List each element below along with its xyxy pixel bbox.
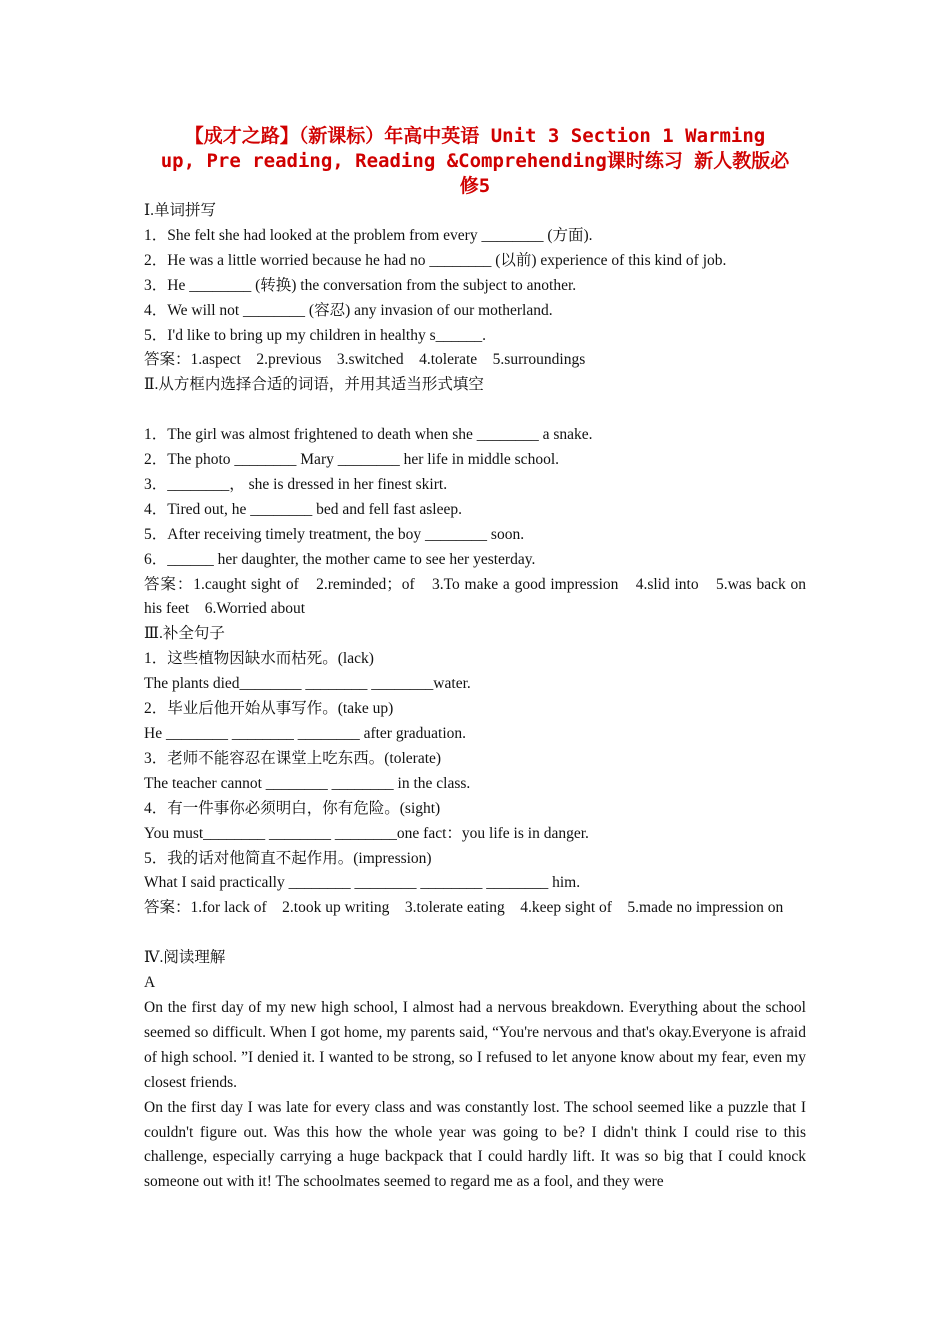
title-line-1: 【成才之路】（新课标）年高中英语 Unit 3 Section 1 Warming bbox=[184, 125, 766, 147]
question-item: 1．She felt she had looked at the problem from every ________ (方面). bbox=[144, 226, 593, 244]
question-item: 4．Tired out, he ________ bed and fell fast asleep. bbox=[144, 500, 462, 518]
section-heading: Ⅰ.单词拼写 bbox=[144, 202, 216, 219]
prompt-line: 2．毕业后他开始从事写作。(take up) bbox=[144, 700, 394, 718]
section-4 bbox=[144, 946, 806, 1195]
sentence-line: He ________ ________ ________ after graduation. bbox=[144, 725, 466, 743]
section-2 bbox=[144, 373, 806, 622]
prompt-line: 1．这些植物因缺水而枯死。(lack) bbox=[144, 650, 374, 668]
section-heading: Ⅲ.补全句子 bbox=[144, 625, 225, 643]
document-page bbox=[144, 124, 806, 1195]
question-item: 3．He ________ (转换) the conversation from the subject to another. bbox=[144, 276, 577, 294]
prompt-line: 5．我的话对他简直不起作用。(impression) bbox=[144, 849, 432, 867]
title-line-2: up, Pre reading, Reading &Comprehending课时练习 新人教版必 bbox=[160, 150, 790, 172]
section-1 bbox=[144, 199, 806, 373]
section-3 bbox=[144, 622, 806, 921]
answer-key: 答案：1.for lack of 2.took up writing 3.tolerate eating 4.keep sight of 5.made no impression on bbox=[144, 899, 784, 917]
spacer bbox=[144, 921, 806, 946]
question-item: 2．He was a little worried because he had no ________ (以前) experience of this kind of job. bbox=[144, 251, 727, 269]
question-item: 4．We will not ________ (容忍) any invasion of our motherland. bbox=[144, 301, 553, 319]
prompt-line: 4．有一件事你必须明白，你有危险。(sight) bbox=[144, 799, 441, 817]
sentence-line: What I said practically ________ ________ ________ ________ him. bbox=[144, 874, 581, 892]
question-item: 6．______ her daughter, the mother came to see her yesterday. bbox=[144, 550, 536, 568]
passage-paragraph: On the first day of my new high school, I almost had a nervous breakdown. Everything about the school seemed so difficult. When I got home, my parents said, “You're nervous and that's okay.Everyone is afraid of high school. ”I denied it. I wanted to be strong, so I refused to let anyone know about my fear, even my closest friends. bbox=[144, 998, 806, 1091]
question-item: 5．I'd like to bring up my children in healthy s______. bbox=[144, 326, 487, 344]
question-item: 5．After receiving timely treatment, the boy ________ soon. bbox=[144, 525, 525, 543]
question-item: 1．The girl was almost frightened to death when she ________ a snake. bbox=[144, 426, 593, 444]
question-item: 3．________， she is dressed in her finest skirt. bbox=[144, 475, 448, 493]
section-heading: Ⅱ.从方框内选择合适的词语，并用其适当形式填空 bbox=[144, 376, 484, 394]
sentence-line: You must________ ________ ________one fact：you life is in danger. bbox=[144, 824, 589, 842]
answer-key: 答案：1.caught sight of 2.reminded；of 3.To make a good impression 4.slid into 5.was back on his feet 6.Worried about bbox=[144, 575, 806, 618]
sentence-line: The teacher cannot ________ ________ in the class. bbox=[144, 774, 471, 792]
title-line-3: 修5 bbox=[459, 175, 491, 197]
passage-paragraph: On the first day I was late for every class and was constantly lost. The school seemed like a puzzle that I couldn't figure out. Was this how the whole year was going to be? I didn't think I could rise to this challenge, especially carrying a huge backpack that I could hardly lift. It was so big that I could knock someone out with it! The schoolmates seemed to regard me as a fool, and they were bbox=[144, 1098, 806, 1191]
answer-key: 答案：1.aspect 2.previous 3.switched 4.tolerate 5.surroundings bbox=[144, 351, 586, 369]
document-title bbox=[144, 124, 806, 199]
section-heading: Ⅳ.阅读理解 bbox=[144, 949, 226, 967]
sentence-line: The plants died________ ________ ________water. bbox=[144, 675, 471, 693]
empty-word-box bbox=[144, 398, 806, 423]
prompt-line: 3．老师不能容忍在课堂上吃东西。(tolerate) bbox=[144, 749, 442, 767]
question-item: 2．The photo ________ Mary ________ her life in middle school. bbox=[144, 451, 559, 469]
passage-label: A bbox=[144, 974, 156, 992]
